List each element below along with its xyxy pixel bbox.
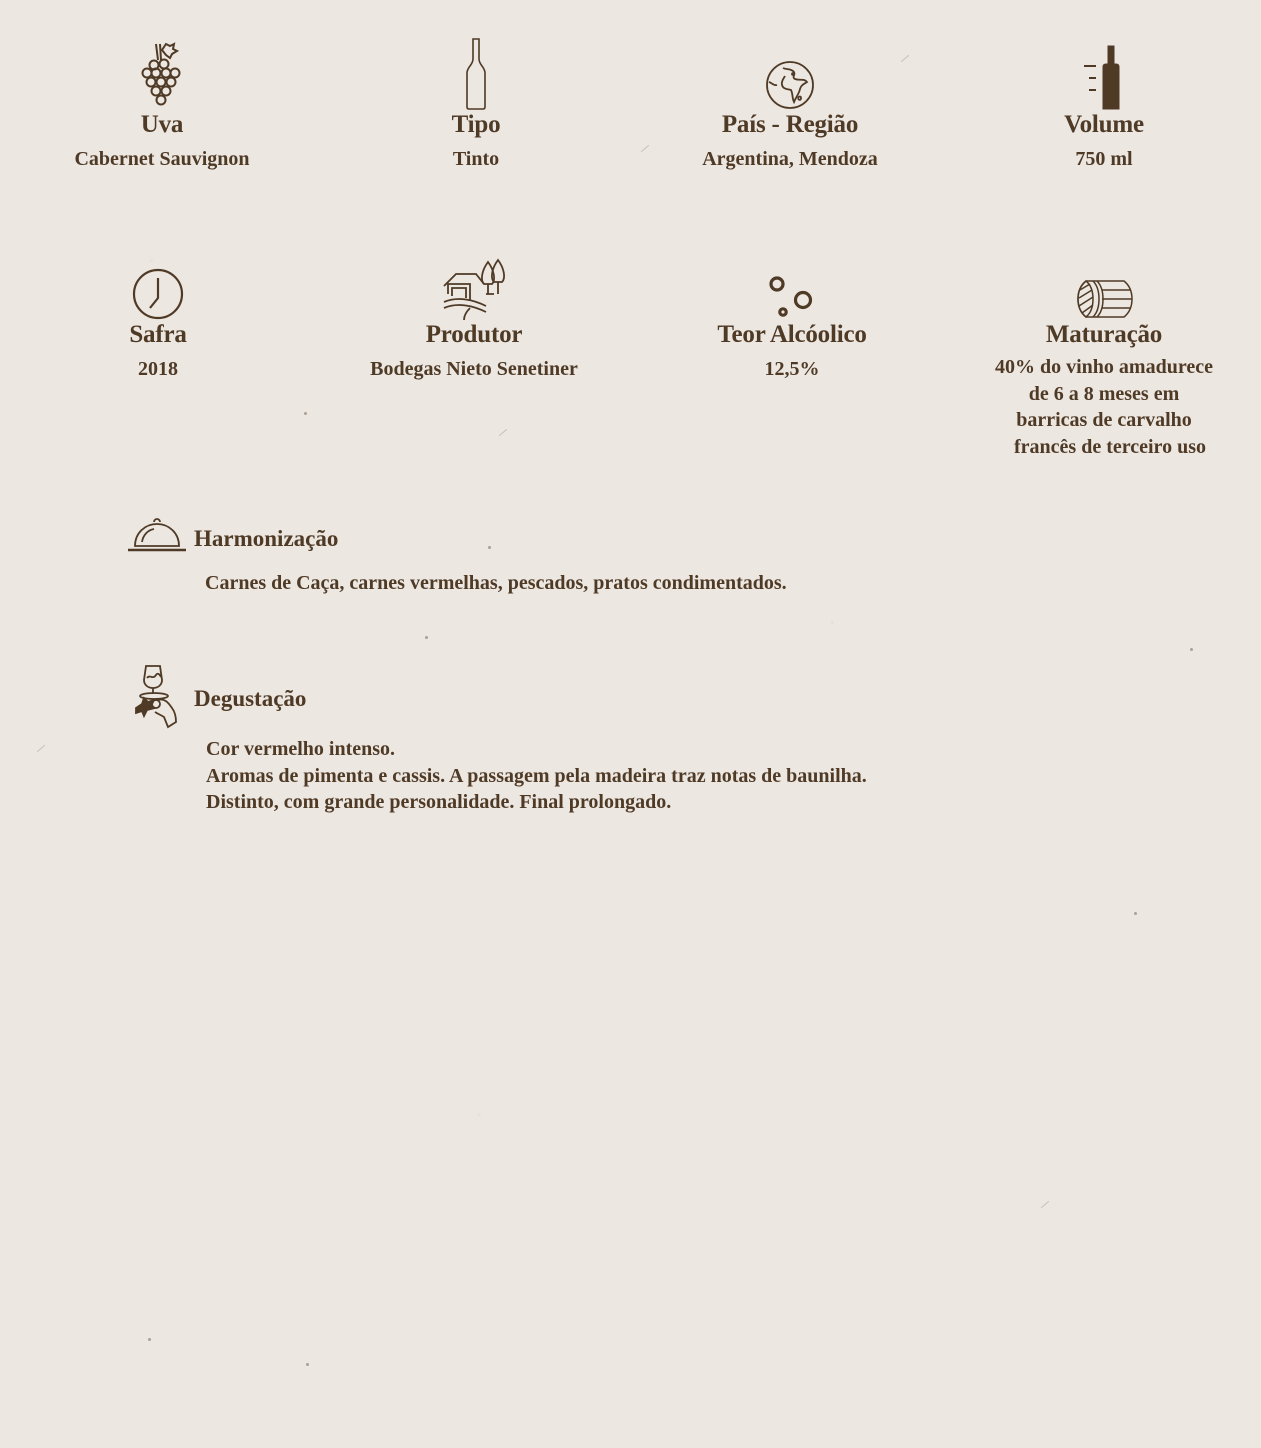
paper-speck — [148, 1338, 151, 1341]
section-harmonizacao — [128, 516, 787, 597]
value-line: de 6 a 8 meses em — [1028, 382, 1180, 405]
paper-speck — [306, 1363, 309, 1366]
spec-label: País - Região — [721, 111, 859, 138]
bottle-outline-icon — [326, 38, 626, 110]
wine-tasting-hand-icon — [132, 664, 182, 730]
section-text: Carnes de Caça, carnes vermelhas, pescados, pratos condimentados. — [205, 572, 787, 594]
section-title: Degustação — [194, 686, 307, 711]
value-line: 40% do vinho amadurece — [995, 356, 1213, 378]
food-cloche-icon — [128, 516, 186, 552]
spec-value: Cabernet Sauvignon — [74, 148, 250, 170]
paper-speck — [1190, 648, 1193, 651]
section-text — [206, 736, 867, 816]
paper-speck — [1134, 912, 1137, 915]
spec-label: Volume — [1064, 111, 1144, 138]
spec-value: Bodegas Nieto Senetiner — [370, 358, 578, 380]
spec-label: Safra — [129, 321, 187, 348]
winery-house-icon — [324, 248, 624, 320]
clock-icon — [8, 248, 308, 320]
tasting-line: Distinto, com grande personalidade. Final prolongado. — [206, 791, 672, 813]
spec-value: Argentina, Mendoza — [702, 148, 878, 170]
value-line: barricas de carvalho — [1016, 409, 1192, 431]
section-degustacao — [132, 664, 867, 816]
spec-pais — [640, 38, 940, 172]
section-header — [128, 516, 787, 552]
spec-maturacao — [954, 248, 1254, 460]
paper-fiber — [37, 745, 45, 752]
paper-speck — [304, 412, 307, 415]
barrel-icon — [954, 248, 1254, 320]
globe-icon — [640, 38, 940, 110]
spec-tipo — [326, 38, 626, 172]
spec-label: Uva — [140, 111, 184, 138]
paper-fiber — [1041, 1201, 1049, 1208]
spec-label: Tipo — [451, 111, 501, 138]
filled-bottle-volume-icon — [954, 38, 1254, 110]
spec-value: Tinto — [452, 148, 500, 170]
tasting-line: Cor vermelho intenso. — [206, 738, 396, 760]
section-header — [132, 664, 867, 730]
spec-value: 12,5% — [764, 358, 820, 380]
spec-volume — [954, 38, 1254, 172]
section-title: Harmonização — [194, 526, 339, 551]
bubbles-icon — [642, 248, 942, 320]
spec-produtor — [324, 248, 624, 382]
paper-fiber — [499, 429, 507, 436]
spec-value: 750 ml — [1075, 148, 1133, 170]
spec-value: 2018 — [138, 358, 178, 380]
spec-uva — [12, 38, 312, 172]
value-line: francês de terceiro uso — [1014, 435, 1206, 458]
spec-label: Teor Alcóolico — [717, 321, 867, 348]
tasting-line: Aromas de pimenta e cassis. A passagem pela madeira traz notas de baunilha. — [206, 764, 867, 787]
grapes-icon — [12, 38, 312, 110]
spec-teor — [642, 248, 942, 382]
spec-label: Maturação — [1045, 321, 1163, 348]
spec-value — [954, 354, 1254, 460]
paper-speck — [425, 636, 428, 639]
spec-label: Produtor — [425, 321, 523, 348]
spec-safra — [8, 248, 308, 382]
